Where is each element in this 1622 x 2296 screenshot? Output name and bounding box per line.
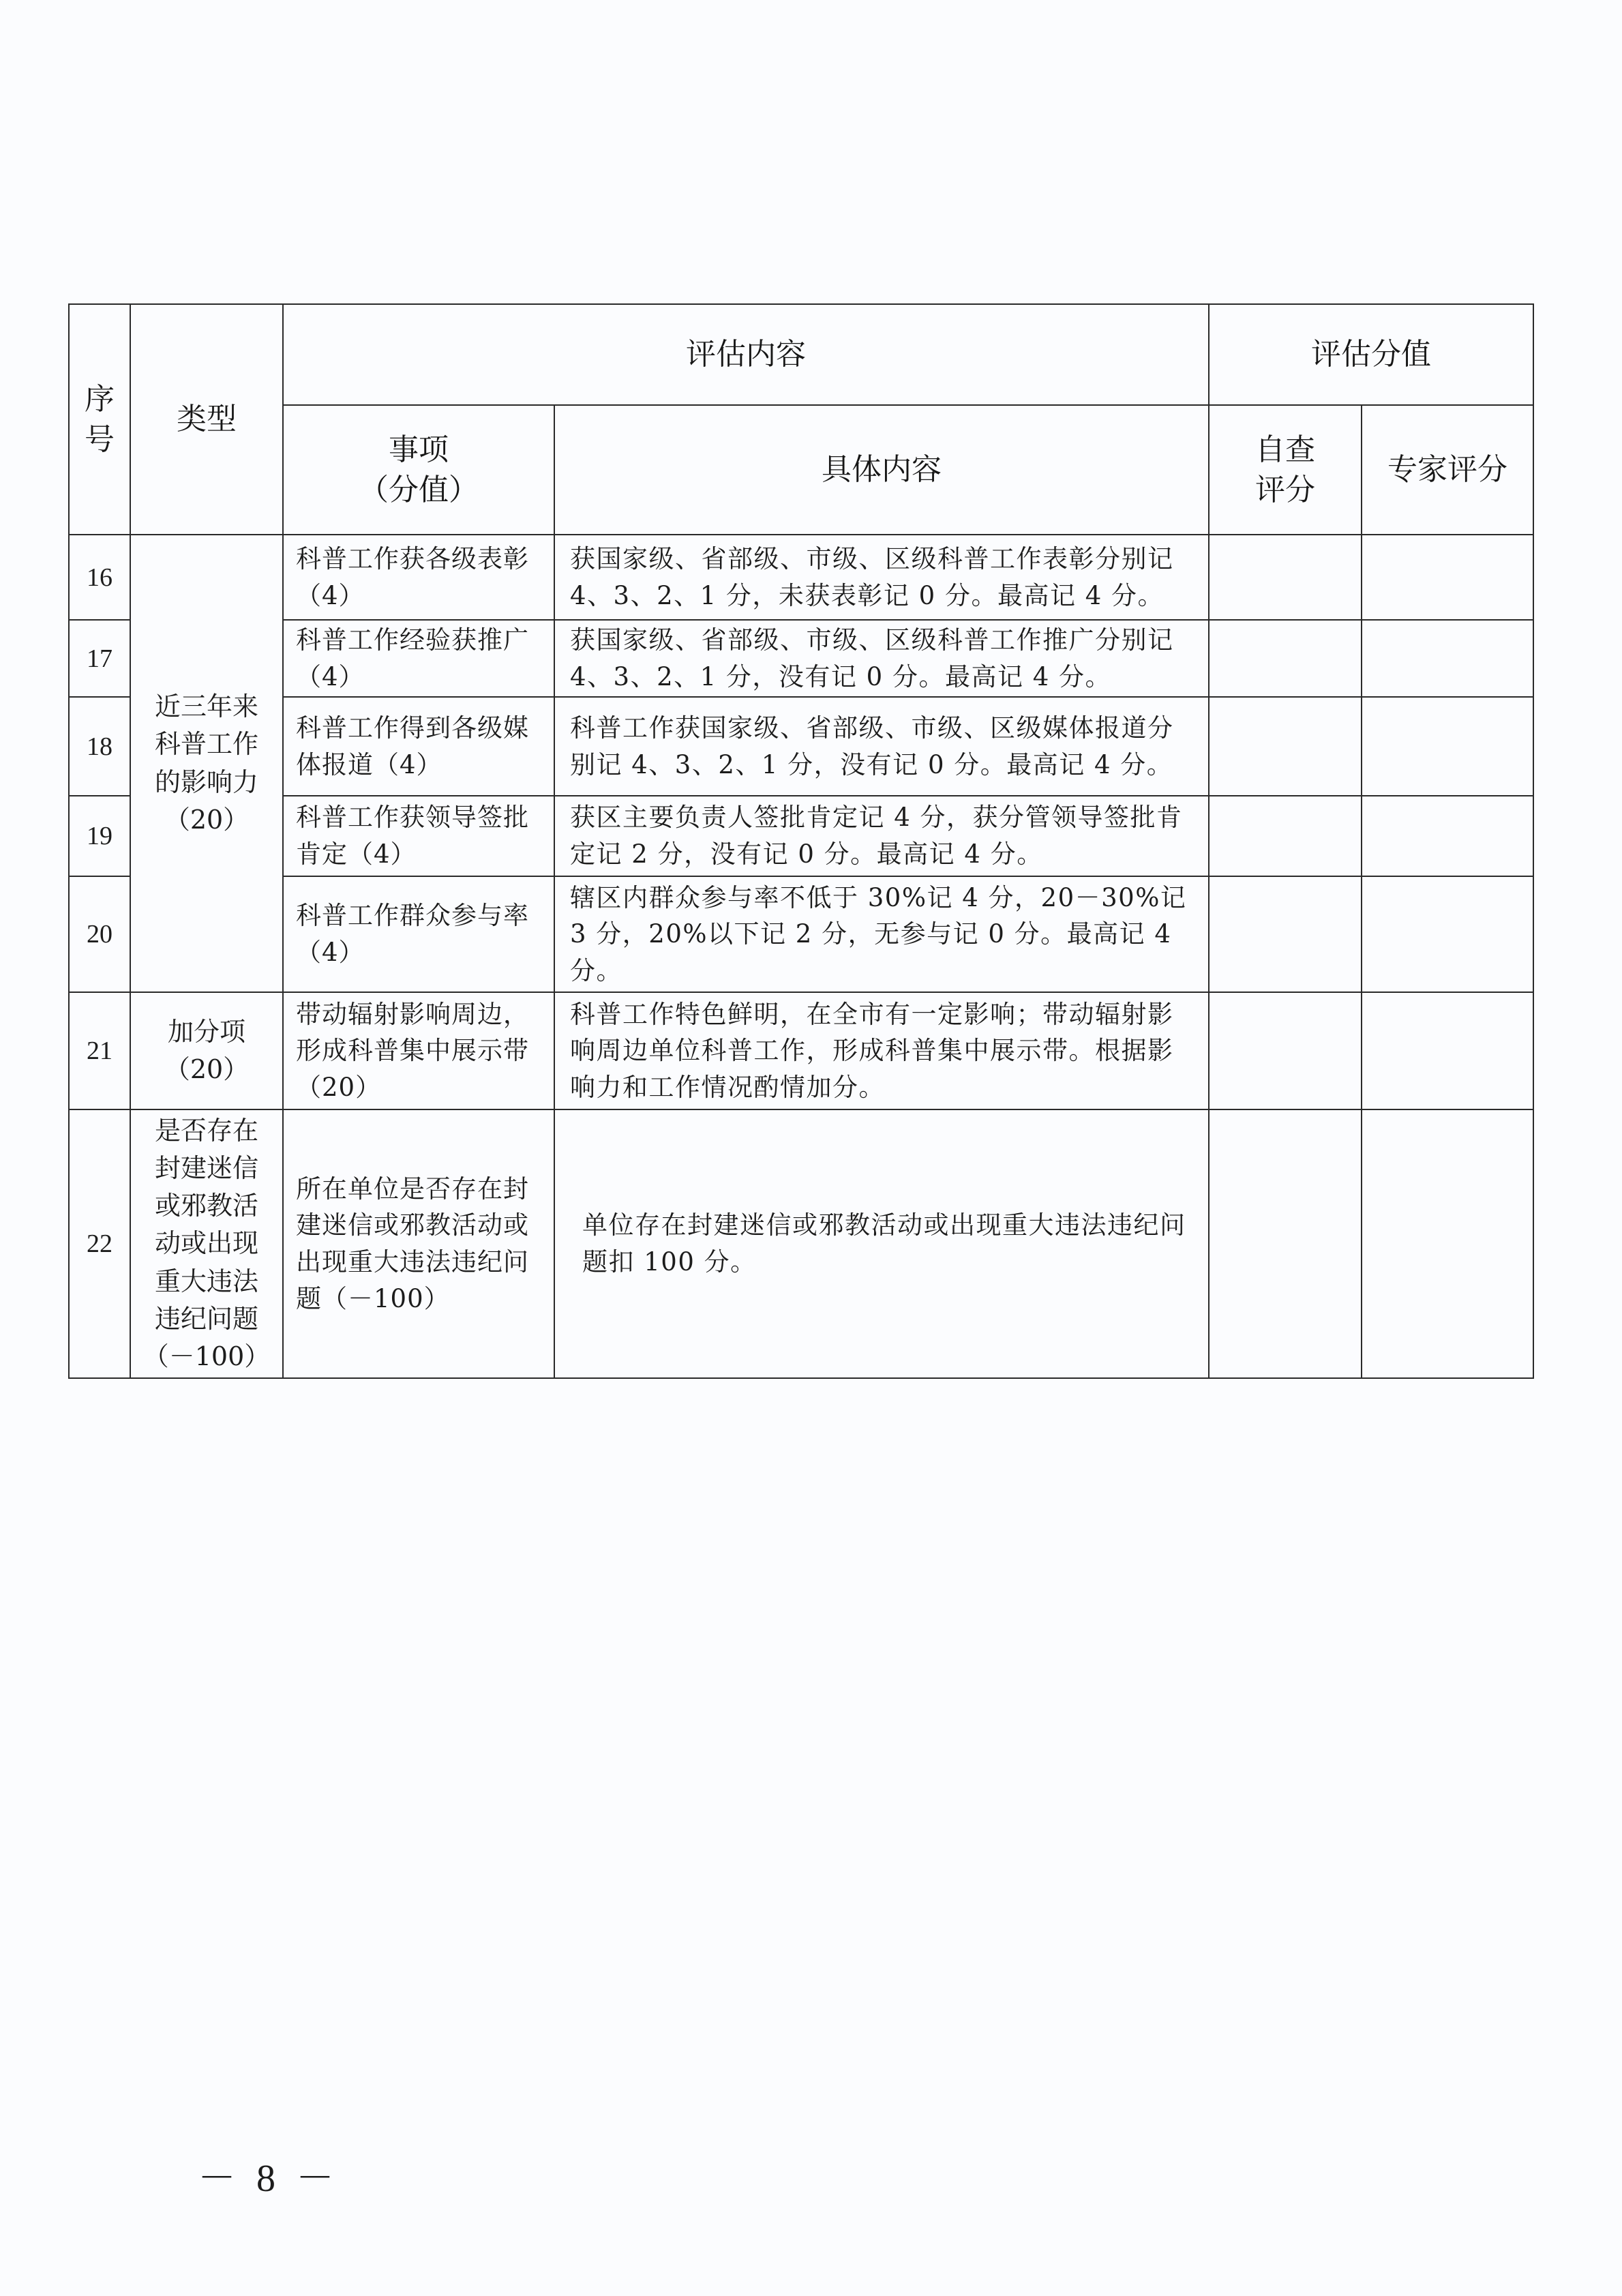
header-eval-score: 评估分值 bbox=[1209, 304, 1533, 405]
category-violation-line3: 或邪教活 bbox=[154, 1191, 258, 1221]
header-self-line1: 自查 bbox=[1255, 432, 1315, 467]
row-item: 所在单位是否存在封建迷信或邪教活动或出现重大违法违纪问题（－100） bbox=[283, 1109, 554, 1378]
category-violation bbox=[130, 1109, 283, 1378]
category-violation-line6: 违纪问题 bbox=[154, 1303, 258, 1334]
category-violation-line1: 是否存在 bbox=[154, 1116, 258, 1146]
header-seq-line2: 号 bbox=[85, 422, 115, 457]
category-impact bbox=[130, 535, 283, 992]
self-score-cell[interactable] bbox=[1209, 535, 1362, 620]
header-self-line2: 评分 bbox=[1255, 473, 1315, 507]
row-number: 20 bbox=[69, 876, 130, 992]
row-detail: 科普工作特色鲜明，在全市有一定影响；带动辐射影响周边单位科普工作，形成科普集中展示带。根据影响力和工作情况酌情加分。 bbox=[554, 992, 1209, 1109]
header-item bbox=[283, 405, 554, 535]
row-item: 科普工作经验获推广（4） bbox=[283, 620, 554, 697]
row-detail: 获国家级、省部级、市级、区级科普工作表彰分别记 4、3、2、1 分，未获表彰记 0 分。最高记 4 分。 bbox=[554, 535, 1209, 620]
expert-score-cell[interactable] bbox=[1362, 620, 1533, 697]
table-row bbox=[69, 620, 1533, 697]
self-score-cell[interactable] bbox=[1209, 876, 1362, 992]
row-number: 18 bbox=[69, 697, 130, 796]
category-impact-line1: 近三年来 bbox=[154, 691, 258, 722]
category-bonus-line2: （20） bbox=[164, 1054, 250, 1084]
header-seq bbox=[69, 304, 130, 535]
row-item: 科普工作获各级表彰（4） bbox=[283, 535, 554, 620]
header-type: 类型 bbox=[130, 304, 283, 535]
row-number: 19 bbox=[69, 796, 130, 876]
category-impact-line4: （20） bbox=[164, 804, 250, 835]
row-detail: 辖区内群众参与率不低于 30%记 4 分，20－30%记 3 分，20%以下记 2 分，无参与记 0 分。最高记 4 分。 bbox=[554, 876, 1209, 992]
category-impact-line3: 的影响力 bbox=[154, 766, 258, 797]
self-score-cell[interactable] bbox=[1209, 796, 1362, 876]
row-item: 科普工作获领导签批肯定（4） bbox=[283, 796, 554, 876]
expert-score-cell[interactable] bbox=[1362, 992, 1533, 1109]
expert-score-cell[interactable] bbox=[1362, 796, 1533, 876]
row-item: 带动辐射影响周边，形成科普集中展示带（20） bbox=[283, 992, 554, 1109]
row-detail: 科普工作获国家级、省部级、市级、区级媒体报道分别记 4、3、2、1 分，没有记 0 分。最高记 4 分。 bbox=[554, 697, 1209, 796]
header-row-bottom bbox=[69, 405, 1533, 535]
row-detail: 单位存在封建迷信或邪教活动或出现重大违法违纪问题扣 100 分。 bbox=[554, 1109, 1209, 1378]
category-violation-line4: 动或出现 bbox=[154, 1228, 258, 1259]
page-number: － 8 － bbox=[198, 2158, 340, 2200]
header-eval-content: 评估内容 bbox=[283, 304, 1209, 405]
category-impact-line2: 科普工作 bbox=[154, 729, 258, 760]
row-number: 16 bbox=[69, 535, 130, 620]
table-row bbox=[69, 535, 1533, 620]
row-number: 21 bbox=[69, 992, 130, 1109]
row-detail: 获区主要负责人签批肯定记 4 分，获分管领导签批肯定记 2 分，没有记 0 分。最高记 4 分。 bbox=[554, 796, 1209, 876]
table-row bbox=[69, 697, 1533, 796]
row-item: 科普工作得到各级媒体报道（4） bbox=[283, 697, 554, 796]
header-expert-score: 专家评分 bbox=[1362, 405, 1533, 535]
row-item: 科普工作群众参与率（4） bbox=[283, 876, 554, 992]
table-row bbox=[69, 876, 1533, 992]
self-score-cell[interactable] bbox=[1209, 697, 1362, 796]
table-row bbox=[69, 1109, 1533, 1378]
expert-score-cell[interactable] bbox=[1362, 697, 1533, 796]
category-bonus-line1: 加分项 bbox=[167, 1016, 245, 1047]
evaluation-table bbox=[68, 303, 1534, 1379]
category-violation-line5: 重大违法 bbox=[154, 1266, 258, 1296]
category-violation-line2: 封建迷信 bbox=[154, 1153, 258, 1184]
row-number: 17 bbox=[69, 620, 130, 697]
row-number: 22 bbox=[69, 1109, 130, 1378]
expert-score-cell[interactable] bbox=[1362, 1109, 1533, 1378]
self-score-cell[interactable] bbox=[1209, 992, 1362, 1109]
header-self-score bbox=[1209, 405, 1362, 535]
header-row-top bbox=[69, 304, 1533, 405]
table-row bbox=[69, 992, 1533, 1109]
header-item-line2: （分值） bbox=[359, 473, 479, 507]
header-detail: 具体内容 bbox=[554, 405, 1209, 535]
row-detail: 获国家级、省部级、市级、区级科普工作推广分别记 4、3、2、1 分，没有记 0 分。最高记 4 分。 bbox=[554, 620, 1209, 697]
table-row bbox=[69, 796, 1533, 876]
header-seq-line1: 序 bbox=[85, 381, 115, 417]
category-violation-line7: （－100） bbox=[142, 1341, 271, 1371]
header-item-line1: 事项 bbox=[389, 432, 449, 467]
self-score-cell[interactable] bbox=[1209, 620, 1362, 697]
expert-score-cell[interactable] bbox=[1362, 535, 1533, 620]
self-score-cell[interactable] bbox=[1209, 1109, 1362, 1378]
category-bonus bbox=[130, 992, 283, 1109]
expert-score-cell[interactable] bbox=[1362, 876, 1533, 992]
